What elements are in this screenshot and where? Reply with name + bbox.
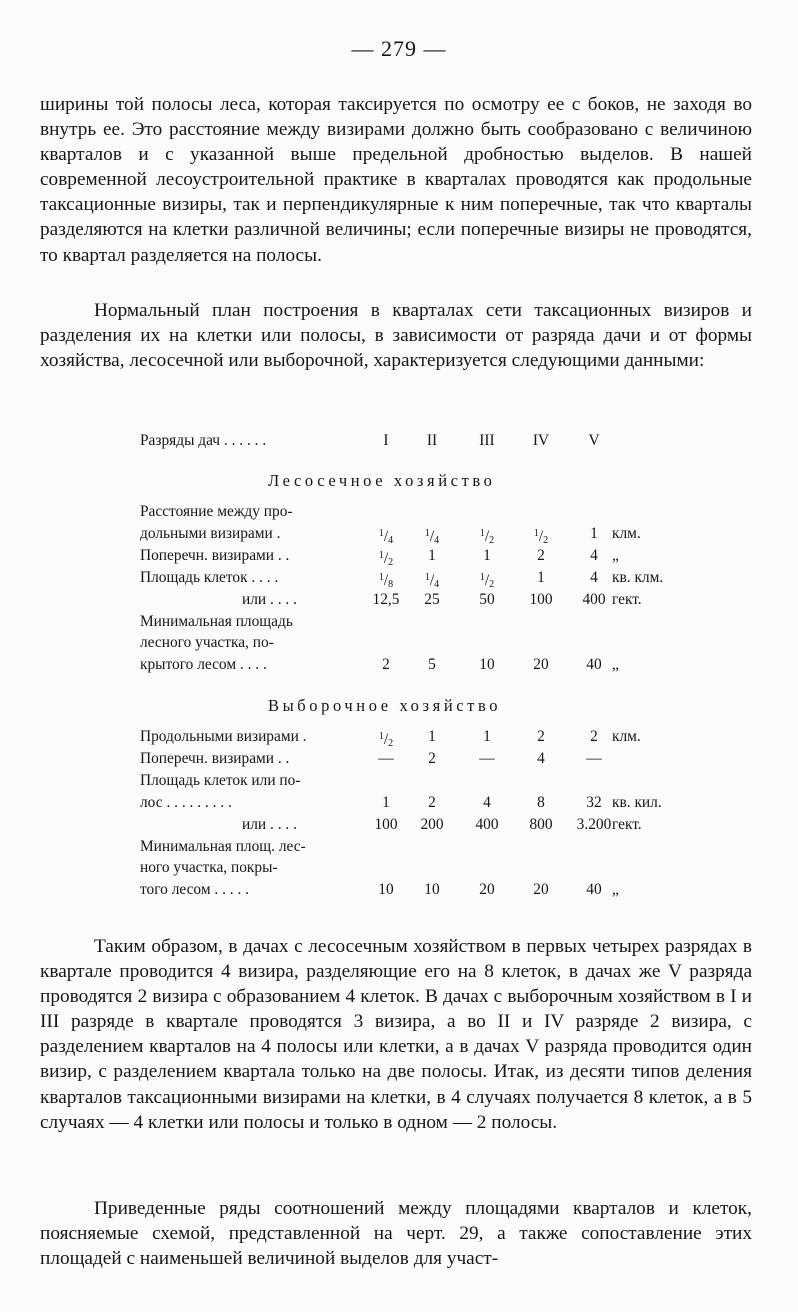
table-cell: $^1/_4$ xyxy=(424,571,440,590)
table-row-label: крытого лесом . . . . xyxy=(140,655,267,673)
paragraph-3: Таким образом, в дачах с лесосечным хозяйством в первых четырех разрядах в квартале проводится 4 визира, разделяющие его на 8 клеток, в дачах же V разряда проводятся 2 визира с образованием 4 клеток. В дачах с выборочным хозяйством в I и III разряде в квартале проводятся 3 визира, а во II и IV разряде 2 визира, с разделением кварталов на 4 полосы или клетки, а в дачах V разряда проводится один визир, с разделением квартала только на две полосы. Итак, из десяти типов деления кварталов таксационными визирами на клетки, в 4 случаях получается 8 клеток, а в 5 случаях — 4 клетки или полосы и только в одном — 2 полосы. xyxy=(40,936,752,1133)
table-cell: 100 xyxy=(529,590,553,608)
table-cell: 800 xyxy=(529,815,553,833)
table-row-label: Расстояние между про- xyxy=(140,503,293,520)
table-row-label: Площадь клеток . . . . xyxy=(140,568,279,586)
table-cell: $^1/_2$ xyxy=(479,571,495,590)
table-row-label: Площадь клеток или по- xyxy=(140,772,301,789)
table-unit: „ xyxy=(612,546,619,564)
table-row-label: Минимальная площ. лес- xyxy=(140,837,306,855)
table-cell: 200 xyxy=(420,815,444,833)
table-cell: 2 xyxy=(428,793,436,811)
table-cell: 1 xyxy=(537,568,545,586)
table-unit: гект. xyxy=(612,590,642,608)
table-unit: гект. xyxy=(612,815,642,833)
table-cell: 1 xyxy=(483,728,491,745)
paragraph-2: Нормальный план построения в кварталах сети таксационных визиров и разделения их на клетки или полосы, в зависимости от разряда дачи и от формы хозяйства, лесосечной или выборочной, характеризуется следующими данными: xyxy=(40,300,752,372)
table-cell: 8 xyxy=(537,793,545,811)
table-cell: 2 xyxy=(537,546,545,564)
table-cell: 4 xyxy=(537,750,545,767)
table-cell: 10 xyxy=(378,880,394,898)
table-column-header: V xyxy=(588,432,600,449)
table-cell: 2 xyxy=(537,728,545,745)
table-cell: $^1/_2$ xyxy=(479,527,495,546)
table-section-title: Выборочное хозяйство xyxy=(268,696,502,715)
table-cell: 3.200 xyxy=(576,815,612,833)
table-cell: 1 xyxy=(483,546,491,564)
table-cell: 50 xyxy=(479,590,495,608)
table-column-header: III xyxy=(479,432,495,449)
table-cell: 2 xyxy=(428,750,436,767)
table-column-header: II xyxy=(426,432,438,449)
table-cell: — xyxy=(586,750,602,767)
table-cell: 40 xyxy=(586,880,602,898)
table-cell: $^1/_8$ xyxy=(378,571,394,590)
table-cell: 1 xyxy=(428,728,436,745)
table-row-label: ного участка, покры- xyxy=(140,859,278,876)
table-cell: 1 xyxy=(382,793,390,811)
table-cell: 2 xyxy=(590,728,598,745)
table-cell: 100 xyxy=(374,815,398,833)
table-row-label: лесного участка, по- xyxy=(140,634,274,651)
table-cell: 10 xyxy=(479,655,495,673)
table-header-label: Разряды дач . . . . . . xyxy=(140,432,267,449)
table-cell: $^1/_4$ xyxy=(424,527,440,546)
table-cell: — xyxy=(378,750,394,767)
table-cell: 20 xyxy=(533,655,549,673)
table-column-header: I xyxy=(383,432,389,449)
table-cell: 4 xyxy=(590,568,598,586)
table-unit: кв. кил. xyxy=(612,793,662,811)
page-number: — 279 — xyxy=(351,36,447,61)
table-row-label: Продольными визирами . xyxy=(140,728,307,745)
table-cell: 1 xyxy=(590,524,598,542)
table-cell: 40 xyxy=(586,655,602,673)
table-cell: 1 xyxy=(428,546,436,564)
table-cell: 4 xyxy=(590,546,598,564)
table-cell: 25 xyxy=(424,590,440,608)
table-cell: 32 xyxy=(586,793,602,811)
table-row-label: того лесом . . . . . xyxy=(140,880,250,898)
table-row-label: Поперечн. визирами . . xyxy=(140,546,290,564)
paragraph-4: Приведенные ряды соотношений между площадями кварталов и клеток, поясняемые схемой, представленной на черт. 29, а также сопоставление этих площадей с наименьшей величиной выделов для участ- xyxy=(40,1198,752,1270)
table-cell: $^1/_2$ xyxy=(378,731,394,749)
table-row-label: лос . . . . . . . . . xyxy=(140,793,232,811)
table-row-label: дольными визирами . xyxy=(140,524,281,542)
table-cell: 20 xyxy=(479,880,495,898)
table-unit: „ xyxy=(612,880,619,898)
paragraph-1: ширины той полосы леса, которая таксируется по осмотру ее с боков, не заходя во внутрь ее. Это расстояние между визирами должно быть сообразовано с величиною кварталов и с указанной выше предельной дробностью выделов. В нашей современной лесоустроительной практике в кварталах проводятся как продольные таксационные визиры, так и перпендикулярные к ним поперечные, так что кварталы разделяются на клетки различной величины; если поперечные визиры не проводятся, то квартал разделяется на полосы. xyxy=(40,94,752,266)
table-cell: — xyxy=(479,750,495,767)
table-cell: 4 xyxy=(483,793,491,811)
table-row-label: Поперечн. визирами . . xyxy=(140,750,290,767)
table-column-header: IV xyxy=(532,432,550,449)
table-cell: 400 xyxy=(582,590,606,608)
table-cell: $^1/_2$ xyxy=(533,527,549,546)
table-row-label: или . . . . xyxy=(242,815,297,833)
table-cell: 12,5 xyxy=(372,590,400,608)
table-cell: $^1/_2$ xyxy=(378,549,394,568)
table-unit: „ xyxy=(612,655,619,673)
table-cell: 20 xyxy=(533,880,549,898)
table-cell: 5 xyxy=(428,655,436,673)
table-cell: 400 xyxy=(475,815,499,833)
table-cell: 10 xyxy=(424,880,440,898)
table-unit: клм. xyxy=(612,524,641,542)
table-section-title: Лесосечное хозяйство xyxy=(268,471,496,490)
table-unit: клм. xyxy=(612,728,641,745)
table-cell: $^1/_4$ xyxy=(378,527,394,546)
table-cell: 2 xyxy=(382,655,390,673)
table-unit: кв. клм. xyxy=(612,568,664,586)
table-row-label: или . . . . xyxy=(242,590,297,608)
table-row-label: Минимальная площадь xyxy=(140,612,293,630)
